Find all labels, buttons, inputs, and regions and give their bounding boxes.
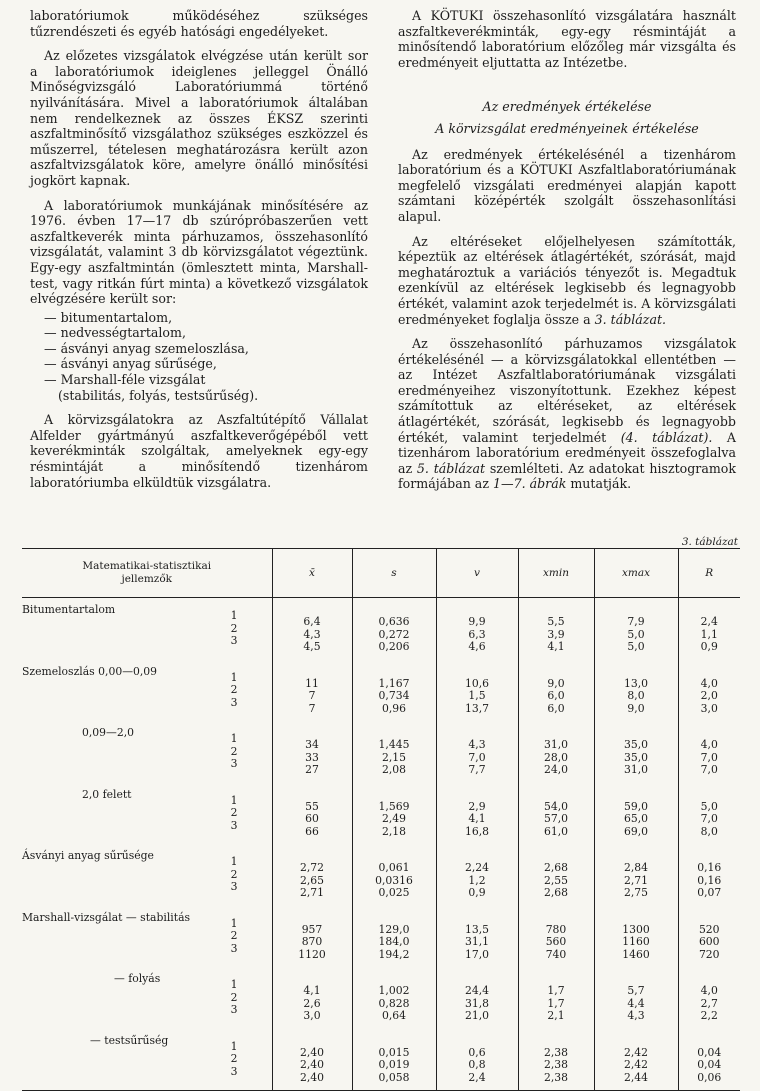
value: 2,18: [381, 824, 407, 838]
value: 11: [305, 676, 319, 690]
mean-cell: [272, 1029, 352, 1091]
series-index: 2: [230, 744, 238, 758]
value: 2,38: [543, 1045, 569, 1059]
range-cell: [678, 906, 740, 968]
value: 2,68: [543, 861, 569, 874]
row-label: Szemeloszlás 0,00—0,09: [22, 664, 158, 678]
range-cell: [678, 967, 740, 1029]
value: 9,9: [468, 615, 486, 628]
value: 2,68: [543, 886, 569, 899]
series-index: 1: [230, 978, 238, 991]
max-cell: [594, 598, 678, 660]
table-row: [22, 783, 740, 845]
value: 2,84: [623, 861, 649, 874]
value: 7,0: [700, 763, 718, 776]
range-cell: [678, 660, 740, 722]
value: 27: [305, 763, 319, 776]
value: 7,9: [627, 615, 645, 628]
value: 31,0: [543, 738, 569, 751]
value: 2,24: [464, 861, 490, 874]
series-index: 3: [230, 880, 238, 893]
series-index: 3: [230, 634, 238, 647]
value: 5,7: [627, 984, 645, 997]
value: 28,0: [543, 750, 569, 764]
std-dev-cell: [352, 967, 436, 1029]
value: 2,42: [623, 1058, 649, 1071]
row-label-cell: [22, 660, 272, 722]
value: 0,8: [468, 1058, 486, 1071]
range-cell: [678, 598, 740, 660]
value: 2,49: [381, 812, 407, 825]
header-variation: v: [436, 549, 518, 598]
value: 3,0: [700, 701, 718, 715]
value: 720: [698, 947, 720, 961]
value: 0,636: [378, 615, 410, 628]
std-dev-cell: [352, 721, 436, 783]
paragraph: A KÖTUKI összehasonlító vizsgálatára használt aszfaltkeverékminták, egy-egy résmintáját a minősítendő laboratórium előzőleg már vizsgálta és eredményeit eljuttatta az Intézetbe.: [398, 8, 736, 70]
range-cell: [678, 783, 740, 845]
paragraph: [398, 336, 736, 492]
max-cell: [594, 844, 678, 906]
value: 2,7: [700, 996, 718, 1010]
value: 1,002: [378, 984, 410, 997]
value: 0,828: [378, 996, 410, 1010]
table-body: [22, 598, 740, 1091]
table-row: [22, 660, 740, 722]
value: 1,1: [700, 627, 718, 641]
max-cell: [594, 721, 678, 783]
text-run: Az összehasonlító párhuzamos vizsgálatok értékelésénél — a körvizsgálatokkal ellentétben — az Intézet Aszfaltlaboratóriumának vizsgálati eredményeihez viszonyítottunk. Ezekhez képest számítottuk az eltéréseket, az eltérések átlagértékét, szórását, legkisebb és legnagyobb értékét, valamint terjedelmét: [398, 336, 736, 445]
value: 9,0: [627, 701, 645, 715]
value: 1,167: [378, 676, 410, 690]
value: 2,40: [299, 1045, 325, 1059]
value: 0,0316: [375, 873, 413, 887]
value: 4,0: [700, 676, 718, 690]
value: 957: [301, 922, 323, 936]
paragraph: Az eredmények értékelésénél a tizenhárom laboratórium és a KÖTUKI Aszfaltlaboratóriumának megfelelő vizsgálati eredményei alapján kapott számtani középérték szolgált összehasonlítási alapul.: [398, 146, 736, 224]
value: 0,6: [468, 1045, 486, 1059]
value: 1,7: [547, 984, 565, 997]
header-mean: x̄: [272, 549, 352, 598]
paragraph: Az előzetes vizsgálatok elvégzése után került sor a laboratóriumok ideiglenes jelleggel Önálló Minőségvizsgáló Laboratóriummá történő nyilvánítására. Mivel a laboratóriumok általában nem rendelkeznek az összes ÉKSZ szerinti aszfaltminősítő vizsgálathoz szükséges eszközzel és műszerrel, tételesen meghatározásra került azon aszfaltvizsgálatok köre, amelyre önálló minősítési jogkört kapnak.: [30, 48, 368, 188]
value: 4,4: [627, 996, 645, 1010]
table-reference: 3. táblázat.: [594, 311, 667, 327]
value: 55: [305, 799, 319, 813]
series-index: 1: [230, 732, 238, 745]
value: 13,0: [623, 676, 649, 690]
variation-cell: [436, 967, 518, 1029]
series-index: 2: [230, 929, 238, 942]
text-run: A tizenhárom laboratórium eredményeit összefoglalva az: [398, 429, 736, 476]
value: 0,16: [697, 861, 722, 874]
row-label-cell: [22, 906, 272, 968]
table-row: [22, 598, 740, 660]
value: 2,6: [303, 996, 321, 1010]
value: 2,2: [700, 1009, 718, 1022]
value: 0,272: [378, 627, 410, 641]
value: 0,9: [700, 640, 718, 653]
max-cell: [594, 1029, 678, 1091]
value: 0,06: [697, 1070, 722, 1084]
value: 0,04: [697, 1045, 722, 1059]
row-label: 0,09—2,0: [82, 726, 135, 739]
value: 4,3: [303, 627, 321, 641]
value: 24,4: [464, 984, 490, 997]
value: 7,0: [700, 750, 718, 764]
value: 129,0: [378, 922, 410, 936]
mean-cell: [272, 844, 352, 906]
value: 3,0: [303, 1009, 321, 1022]
value: 5,5: [547, 615, 565, 628]
section-heading: Az eredmények értékelése: [482, 99, 652, 115]
variation-cell: [436, 660, 518, 722]
list-item: — bitumentartalom,: [44, 309, 173, 325]
left-text-column: [30, 8, 368, 499]
value: 5,0: [627, 640, 645, 653]
paragraph: laboratóriumok működéséhez szükséges tűzrendészeti és egyéb hatósági engedélyeket.: [30, 8, 368, 39]
min-cell: [518, 906, 594, 968]
value: 21,0: [464, 1009, 490, 1022]
value: 59,0: [623, 799, 649, 813]
row-label: 2,0 felett: [82, 787, 132, 801]
value: 16,8: [464, 824, 490, 838]
value: 5,0: [627, 627, 645, 641]
header-std-dev: s: [352, 549, 436, 598]
value: 0,04: [697, 1058, 722, 1071]
value: 4,5: [303, 640, 321, 653]
series-index: 1: [230, 1039, 238, 1053]
value: 33: [305, 750, 319, 764]
mean-cell: [272, 783, 352, 845]
value: 69,0: [623, 824, 649, 838]
value: 0,64: [381, 1009, 407, 1022]
series-index: 2: [230, 867, 238, 881]
text-run: szemlélteti. Az adatokat hisztogramok formájában az: [398, 460, 736, 492]
table-reference: (4. táblázat).: [620, 429, 713, 445]
max-cell: [594, 660, 678, 722]
row-label-cell: [22, 967, 272, 1029]
value: 4,6: [468, 640, 486, 653]
value: 4,0: [700, 984, 718, 997]
right-text-column: [398, 8, 736, 501]
variation-cell: [436, 721, 518, 783]
row-label-cell: [22, 598, 272, 660]
value: 57,0: [543, 812, 569, 825]
std-dev-cell: [352, 844, 436, 906]
value: 4,1: [547, 640, 565, 653]
row-label-cell: [22, 783, 272, 845]
mean-cell: [272, 721, 352, 783]
min-cell: [518, 967, 594, 1029]
value: 194,2: [378, 947, 410, 961]
value: 1120: [298, 947, 326, 961]
min-cell: [518, 598, 594, 660]
series-index: 3: [230, 695, 238, 709]
value: 1,445: [378, 738, 410, 751]
value: 7,0: [468, 750, 486, 764]
table-row: [22, 844, 740, 906]
series-index: 2: [230, 806, 238, 819]
value: 6,3: [468, 627, 486, 641]
header-min: xmin: [518, 549, 594, 598]
series-index: 3: [230, 1064, 238, 1078]
value: 7,7: [468, 763, 486, 776]
value: 2,1: [547, 1009, 565, 1022]
value: 2,38: [543, 1058, 569, 1071]
value: 31,0: [623, 763, 649, 776]
value: 4,1: [303, 984, 321, 997]
text-run: mutatják.: [570, 476, 632, 492]
header-range: R: [678, 549, 740, 598]
value: 7: [308, 689, 316, 702]
table-row: [22, 721, 740, 783]
value: 4,3: [468, 738, 486, 751]
series-index: 2: [230, 621, 238, 635]
value: 13,7: [464, 701, 490, 715]
value: 2,0: [700, 689, 718, 702]
value: 2,71: [299, 886, 325, 899]
paragraph: A laboratóriumok munkájának minősítésére az 1976. évben 17—17 db szúrópróbaszerűen vett aszfaltkeverék minta párhuzamos, összehasonlító vizsgálatát, valamint 3 db körvizsgálatot végeztünk. Egy-egy aszfaltmintán (ömlesztett minta, Marshall-test, vagy ritkán fúrt minta) a következő vizsgálatok elvégzésére került sor:: [30, 197, 368, 307]
list-item: — nedvességtartalom,: [44, 325, 186, 341]
min-cell: [518, 1029, 594, 1091]
std-dev-cell: [352, 906, 436, 968]
mean-cell: [272, 967, 352, 1029]
value: 2,4: [468, 1070, 486, 1084]
value: 2,72: [299, 861, 325, 874]
value: 2,44: [623, 1070, 649, 1084]
value: 2,71: [623, 873, 649, 887]
value: 2,9: [468, 799, 486, 813]
value: 13,5: [464, 922, 490, 936]
value: 0,061: [378, 861, 410, 874]
value: 65,0: [623, 812, 649, 825]
value: 6,0: [547, 701, 565, 715]
row-label: — testsűrűség: [90, 1033, 169, 1047]
row-label: Ásványi anyag sűrűsége: [22, 849, 154, 862]
figure-reference: 1—7. ábrák: [492, 476, 567, 492]
value: 2,75: [623, 886, 649, 899]
min-cell: [518, 844, 594, 906]
value: 35,0: [623, 738, 649, 751]
value: 1,5: [468, 689, 486, 702]
list-item: — ásványi anyag sűrűsége,: [44, 356, 217, 372]
value: 8,0: [700, 824, 718, 838]
value: 7: [308, 701, 316, 715]
std-dev-cell: [352, 598, 436, 660]
value: 1,569: [378, 799, 410, 813]
series-index: 3: [230, 1003, 238, 1016]
series-index: 2: [230, 1052, 238, 1065]
value: 4,1: [468, 812, 486, 825]
value: 184,0: [378, 935, 410, 948]
value: 60: [305, 812, 319, 825]
value: 66: [305, 824, 319, 838]
value: 6,4: [303, 615, 321, 628]
text-run: Az eltéréseket előjelhelyesen számították, képeztük az eltérések átlagértékét, szórását, majd meghatároztuk a variációs tényezőt is. Megadtuk ezenkívül az eltérések legkisebb és legnagyobb értékét, valamint azok terjedelmét is. A körvizsgálati eredményeket foglalja össze a: [398, 233, 736, 327]
value: 2,40: [299, 1070, 325, 1084]
value: 1,7: [547, 996, 565, 1010]
value: 54,0: [543, 799, 569, 813]
value: 34: [305, 738, 319, 751]
value: 3,9: [547, 627, 565, 641]
table-label: 3. táblázat: [681, 536, 738, 548]
row-label: Bitumentartalom: [22, 603, 116, 616]
statistics-table: [22, 548, 740, 1091]
table-reference: 5. táblázat: [416, 460, 486, 476]
test-list: [30, 310, 368, 404]
list-item: — Marshall-féle vizsgálat: [44, 372, 206, 388]
value: 31,8: [464, 996, 490, 1010]
paragraph: A körvizsgálatokra az Aszfaltútépítő Vállalat Alfelder gyártmányú aszfaltkeverőgépéből vett keverékminták szolgáltak, amelyeknek egy-egy résmintáját a minősítendő tizenhárom laboratóriumba elküldtük vizsgálatra.: [30, 412, 368, 490]
value: 0,025: [378, 886, 410, 899]
header-max: xmax: [594, 549, 678, 598]
value: 0,734: [378, 689, 410, 702]
value: 6,0: [547, 689, 565, 702]
value: 8,0: [627, 689, 645, 702]
value: 17,0: [464, 947, 490, 961]
mean-cell: [272, 906, 352, 968]
value: 2,08: [381, 763, 407, 776]
value: 1,2: [468, 873, 486, 887]
max-cell: [594, 967, 678, 1029]
mean-cell: [272, 660, 352, 722]
value: 4,0: [700, 738, 718, 751]
table-row: [22, 1029, 740, 1091]
series-index: 2: [230, 683, 238, 696]
value: 35,0: [623, 750, 649, 764]
value: 1160: [622, 935, 650, 948]
value: 2,15: [381, 750, 407, 764]
variation-cell: [436, 1029, 518, 1091]
value: 2,4: [700, 615, 718, 628]
header-characteristics: Matematikai-statisztikai jellemzők: [22, 549, 272, 598]
max-cell: [594, 906, 678, 968]
value: 560: [545, 935, 567, 948]
value: 5,0: [700, 799, 718, 813]
value: 1460: [622, 947, 650, 961]
value: 0,16: [697, 873, 722, 887]
row-label-cell: [22, 1029, 272, 1091]
row-label: Marshall-vizsgálat — stabilitás: [22, 910, 191, 924]
value: 61,0: [543, 824, 569, 838]
min-cell: [518, 721, 594, 783]
value: 780: [545, 922, 567, 936]
value: 9,0: [547, 676, 565, 690]
value: 0,015: [378, 1045, 410, 1059]
series-index: 1: [230, 670, 238, 684]
max-cell: [594, 783, 678, 845]
value: 24,0: [543, 763, 569, 776]
range-cell: [678, 844, 740, 906]
std-dev-cell: [352, 660, 436, 722]
row-label-cell: [22, 844, 272, 906]
row-label: — folyás: [114, 972, 161, 985]
value: 740: [545, 947, 567, 961]
value: 31,1: [464, 935, 490, 948]
value: 2,65: [299, 873, 325, 887]
value: 0,9: [468, 886, 486, 899]
value: 0,019: [378, 1058, 410, 1071]
variation-cell: [436, 598, 518, 660]
std-dev-cell: [352, 1029, 436, 1091]
value: 0,206: [378, 640, 410, 653]
value: 2,55: [543, 873, 569, 887]
value: 1300: [622, 922, 650, 936]
value: 7,0: [700, 812, 718, 825]
value: 2,40: [299, 1058, 325, 1071]
min-cell: [518, 660, 594, 722]
series-index: 1: [230, 609, 238, 622]
row-label-cell: [22, 721, 272, 783]
value: 0,07: [697, 886, 722, 899]
series-index: 3: [230, 941, 238, 955]
table-row: [22, 967, 740, 1029]
variation-cell: [436, 906, 518, 968]
value: 0,058: [378, 1070, 410, 1084]
value: 520: [698, 922, 720, 936]
value: 4,3: [627, 1009, 645, 1022]
section-subheading: A körvizsgálat eredményeinek értékelése: [435, 120, 699, 136]
min-cell: [518, 783, 594, 845]
value: 870: [301, 935, 323, 948]
table-header-row: [22, 549, 740, 598]
variation-cell: [436, 783, 518, 845]
value: 2,38: [543, 1070, 569, 1084]
list-item: — ásványi anyag szemeloszlása,: [44, 340, 249, 356]
value: 600: [698, 935, 720, 948]
range-cell: [678, 721, 740, 783]
series-index: 3: [230, 757, 238, 770]
series-index: 1: [230, 855, 238, 868]
series-index: 1: [230, 916, 238, 930]
mean-cell: [272, 598, 352, 660]
series-index: 2: [230, 990, 238, 1004]
series-index: 1: [230, 793, 238, 807]
table-row: [22, 906, 740, 968]
series-index: 3: [230, 818, 238, 832]
paragraph: [398, 234, 736, 328]
variation-cell: [436, 844, 518, 906]
value: 2,42: [623, 1045, 649, 1059]
value: 0,96: [381, 701, 407, 715]
range-cell: [678, 1029, 740, 1091]
list-item: (stabilitás, folyás, testsűrűség).: [58, 387, 259, 403]
value: 10,6: [464, 676, 490, 690]
std-dev-cell: [352, 783, 436, 845]
